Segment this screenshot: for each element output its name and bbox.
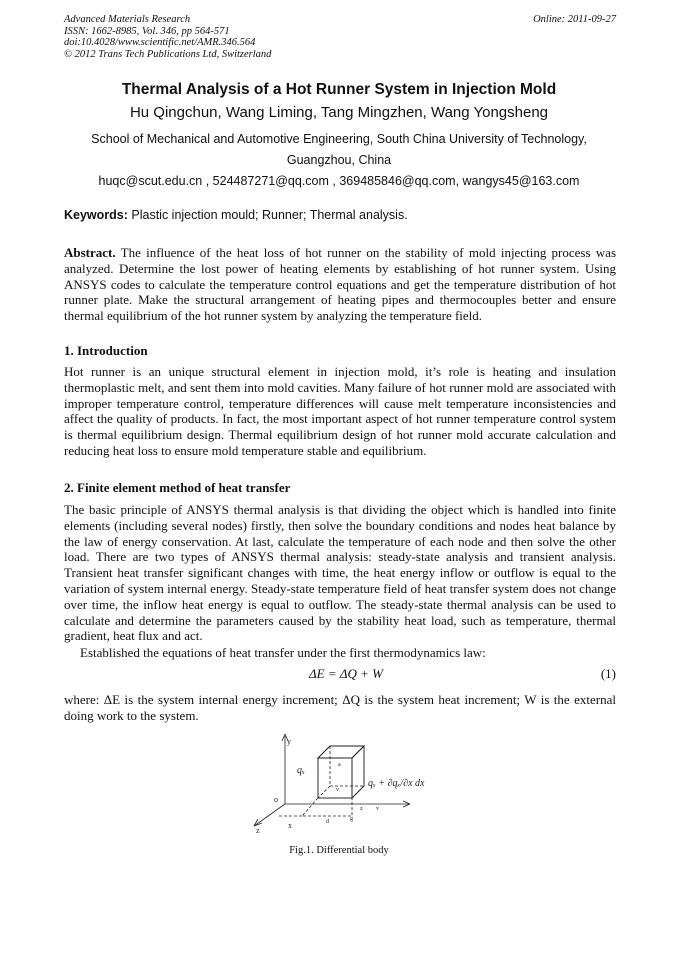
equation-number: (1): [600, 666, 616, 681]
label-small-d: d: [326, 819, 329, 825]
abstract-text: The influence of the heat loss of hot runner on the stability of mold injecting process was analyzed. Determine the lost power of heating elements by establishing of hot runner system. Using ANSYS codes to calculate the temperature control equations and get the temperature distribution of hot runner plate. Make the structural arrangement of heating pipes and thermocouples better and ensure thermal equilibrium of the hot runner system by analyzing the temperature field.: [64, 245, 617, 324]
label-small-v: v: [376, 806, 379, 812]
differential-body-figure: [240, 732, 440, 844]
z-axis: [254, 804, 285, 826]
label-qx: qₓ: [297, 765, 305, 776]
abstract-label: Abstract.: [64, 245, 116, 260]
where-text: where: ΔE is the system internal energy increment; ΔQ is the system heat increment; W is the external doing work to the system.: [64, 692, 616, 723]
label-y: y: [287, 737, 291, 746]
label-x: x: [288, 821, 292, 830]
label-small-a: a: [338, 762, 341, 768]
paper-title: Thermal Analysis of a Hot Runner System in Injection Mold: [121, 81, 557, 98]
label-small-z: z: [360, 806, 363, 812]
label-z: z: [256, 826, 260, 835]
affiliation: School of Mechanical and Automotive Engineering, South China University of Technology, Guangzhou, China: [91, 132, 587, 167]
keywords-label: Keywords:: [64, 208, 128, 222]
established-line: Established the equations of heat transfer under the first thermodynamics law:: [80, 645, 486, 660]
journal-name: Advanced Materials Research: [64, 14, 191, 25]
section-heading-introduction: 1. Introduction: [64, 343, 148, 358]
author-list: Hu Qingchun, Wang Liming, Tang Mingzhen, Wang Yongsheng: [129, 104, 549, 121]
cube-front: [318, 758, 352, 798]
label-small-g: g: [350, 816, 353, 822]
copyright-line: © 2012 Trans Tech Publications Ltd, Switzerland: [64, 48, 272, 60]
equation-expression: ΔE = ΔQ + W: [309, 666, 383, 681]
online-date: Online: 2011-09-27: [533, 14, 616, 25]
label-qx-out: qₓ + ∂qₓ/∂x dx: [368, 778, 425, 789]
journal-header: [64, 14, 616, 60]
label-o: o: [274, 795, 278, 804]
keywords: [64, 208, 616, 222]
doi-line: doi:10.4028/www.scientific.net/AMR.346.564: [64, 37, 256, 48]
fem-text: The basic principle of ANSYS thermal analysis is that dividing the object which is handled into finite elements (including several nodes) firstly, then solve the boundary conditions and nodes heat balance by the law of energy conservation. At last, calculate the temperature of each node and then solve the other load. There are two types of ANSYS thermal analysis: steady-state analysis and transient analysis. Transient heat transfer significant changes with time, the heat energy inflow or outflow is equal to the variation of system internal energy. Steady-state temperature field of heat transfer system does not change over time, the inflow heat energy is equal to outflow. The steady-state thermal analysis can be used to calculate and determine the parameters caused by the stability heat load, such as temperature, thermal gradient, heat flux and act.: [64, 502, 616, 644]
introduction-text: Hot runner is an unique structural element in injection mold, it’s role is heating and insulation thermoplastic melt, and sent them into mold cavities. Many failure of hot runner mold are associated with improper temperature control, temperature differences will cause melt temperature inconsistencies and affect the quality of products. In fact, the most important aspect of hot runner temperature control system is thermal equilibrium design. Thermal equilibrium design of hot runner mold accurate calculation and reducing heat loss to ensure mold temperature stable and equilibrium.: [64, 364, 616, 458]
author-emails: huqc@scut.edu.cn , 524487271@qq.com , 369485846@qq.com, wangys45@163.com: [98, 174, 580, 188]
equation-1: [64, 666, 616, 684]
section-heading-fem: 2. Finite element method of heat transfer: [64, 480, 291, 495]
abstract: [64, 245, 616, 324]
keywords-text: Plastic injection mould; Runner; Thermal analysis.: [131, 208, 408, 222]
figure-caption: Fig.1. Differential body: [289, 845, 389, 856]
issn-line: ISSN: 1662-8985, Vol. 346, pp 564-571: [64, 25, 230, 37]
label-small-b: v: [336, 787, 339, 793]
